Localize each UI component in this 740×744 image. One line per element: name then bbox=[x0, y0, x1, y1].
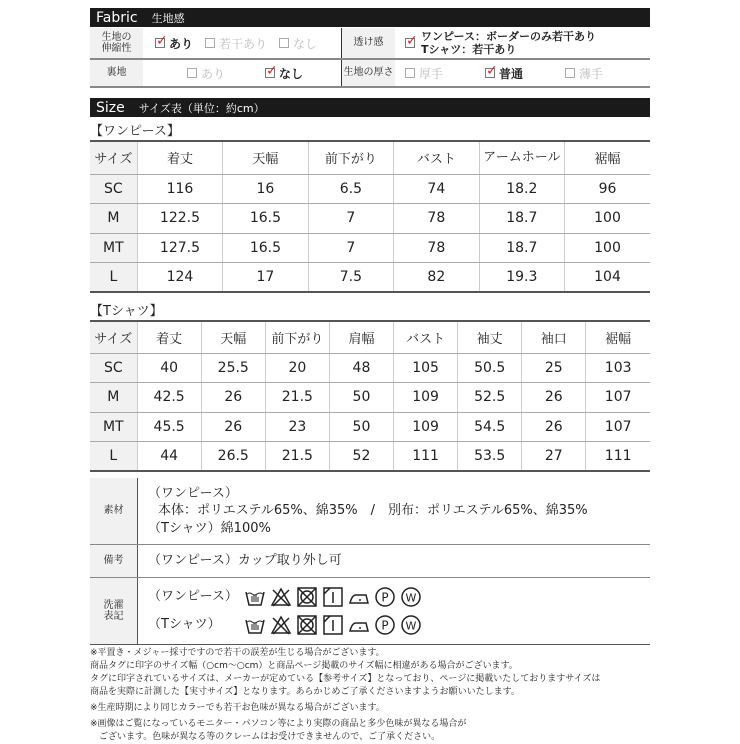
material-section bbox=[90, 478, 650, 545]
note-line: 商品を実際に計測した【実寸サイズ】となります。あらかじめご了承くださいますようお願いいたします。 bbox=[90, 687, 520, 698]
thickness-label: 生地の厚さ bbox=[342, 60, 395, 86]
table-cell: 78 bbox=[394, 204, 479, 234]
washing-body bbox=[137, 578, 422, 644]
sheer-line-1: ワンピース：ボーダーのみ若干あり bbox=[421, 29, 597, 43]
table-cell: 7 bbox=[308, 204, 393, 234]
table-cell: 6.5 bbox=[308, 174, 393, 204]
fabric-title: Fabric bbox=[96, 9, 138, 26]
washing-label: 洗濯表記 bbox=[90, 578, 137, 644]
notes bbox=[90, 647, 690, 744]
size-label: M bbox=[90, 383, 137, 413]
column-header: 袖丈 bbox=[458, 321, 522, 353]
column-header: 天幅 bbox=[223, 141, 308, 174]
size-header bbox=[90, 98, 650, 117]
thickness-option-normal[interactable] bbox=[485, 65, 523, 82]
table-cell: 107 bbox=[586, 383, 650, 413]
checkbox-icon bbox=[405, 68, 415, 78]
material-line: 本体：ポリエステル65%、綿35% / 別布：ポリエステル65%、綿35% bbox=[158, 503, 588, 519]
professional-dry-clean-p-icon bbox=[374, 586, 396, 608]
table-row bbox=[90, 233, 650, 263]
table-cell: 116 bbox=[137, 174, 222, 204]
table-cell: 21.5 bbox=[265, 383, 329, 413]
onepiece-size-table bbox=[90, 140, 650, 293]
table-cell: 127.5 bbox=[137, 233, 222, 263]
column-header: 着丈 bbox=[137, 141, 222, 174]
svg-text:W: W bbox=[405, 591, 417, 605]
table-cell: 96 bbox=[565, 174, 650, 204]
table-row bbox=[90, 263, 650, 293]
note-line: 商品タグに印字のサイズ幅（○cm～○cm）と商品ページ掲載のサイズ幅に相違がある場合がございます。 bbox=[90, 661, 518, 672]
table-cell: 25 bbox=[522, 353, 586, 383]
care-row-label: （ワンピース） bbox=[148, 589, 238, 605]
note-line: ※平置き・メジャー採寸ですので若干の誤差が生じる場合がございます。 bbox=[90, 648, 385, 658]
table-cell: 100 bbox=[565, 204, 650, 234]
table-cell: 23 bbox=[265, 412, 329, 442]
fabric-row-2 bbox=[90, 60, 650, 88]
line-dry-shade-icon bbox=[322, 586, 344, 608]
option-text: 普通 bbox=[499, 66, 524, 81]
table-cell: 16 bbox=[223, 174, 308, 204]
checkbox-icon bbox=[279, 38, 289, 48]
hand-wash-icon bbox=[244, 586, 266, 608]
column-header: サイズ bbox=[90, 321, 137, 353]
table-cell: 74 bbox=[394, 174, 479, 204]
material-line: （Tシャツ）綿100% bbox=[148, 520, 271, 536]
table-cell: 109 bbox=[394, 383, 458, 413]
option-text: 薄手 bbox=[579, 66, 604, 81]
svg-text:W: W bbox=[405, 619, 417, 633]
size-subtitle: サイズ表（単位：約cm） bbox=[138, 101, 265, 115]
size-label: L bbox=[90, 263, 137, 293]
care-row-label: （Tシャツ） bbox=[148, 617, 221, 633]
table-cell: 18.7 bbox=[479, 204, 564, 234]
no-bleach-icon bbox=[270, 586, 292, 608]
table-cell: 50.5 bbox=[458, 353, 522, 383]
lining-label: 裏地 bbox=[90, 60, 143, 86]
svg-text:P: P bbox=[381, 590, 389, 605]
size-label: SC bbox=[90, 353, 137, 383]
checkbox-icon bbox=[565, 68, 575, 78]
table-cell: 103 bbox=[586, 353, 650, 383]
table-cell: 16.5 bbox=[223, 204, 308, 234]
table-cell: 109 bbox=[394, 412, 458, 442]
thickness-option-thin[interactable] bbox=[565, 65, 603, 82]
remarks-text: （ワンピース）カップ取り外し可 bbox=[137, 545, 342, 577]
table-cell: 16.5 bbox=[223, 233, 308, 263]
thickness-option-thick[interactable] bbox=[405, 65, 443, 82]
material-body bbox=[137, 478, 588, 544]
option-text: 若干あり bbox=[219, 36, 268, 51]
no-tumble-dry-icon bbox=[296, 586, 318, 608]
size-title: Size bbox=[96, 99, 125, 116]
table-cell: 26.5 bbox=[201, 442, 265, 472]
table-cell: 111 bbox=[394, 442, 458, 472]
table-cell: 122.5 bbox=[137, 204, 222, 234]
stretch-option-yes[interactable] bbox=[155, 35, 193, 52]
table-header-row bbox=[90, 321, 650, 353]
size-label: MT bbox=[90, 233, 137, 263]
option-text: あり bbox=[169, 36, 194, 51]
stretch-options bbox=[143, 28, 342, 58]
remarks-section bbox=[90, 545, 650, 578]
tshirt-size-table bbox=[90, 320, 650, 472]
table-row bbox=[90, 383, 650, 413]
table-cell: 52 bbox=[329, 442, 393, 472]
table-cell: 7.5 bbox=[308, 263, 393, 293]
lining-option-no[interactable] bbox=[265, 65, 303, 82]
professional-wet-clean-w-icon bbox=[400, 614, 422, 636]
table-cell: 42.5 bbox=[137, 383, 201, 413]
table-cell: 27 bbox=[522, 442, 586, 472]
fabric-header bbox=[90, 8, 650, 27]
professional-wet-clean-w-icon bbox=[400, 586, 422, 608]
table-cell: 107 bbox=[586, 412, 650, 442]
sheer-line-2: Tシャツ：若干あり bbox=[421, 43, 517, 56]
option-text: なし bbox=[293, 36, 318, 51]
table-cell: 7 bbox=[308, 233, 393, 263]
professional-dry-clean-p-icon bbox=[374, 614, 396, 636]
checkbox-checked-icon bbox=[265, 68, 275, 78]
table-header-row bbox=[90, 141, 650, 174]
washing-section bbox=[90, 578, 650, 645]
column-header: バスト bbox=[394, 141, 479, 174]
column-header: 前下がり bbox=[265, 321, 329, 353]
column-header: 裾幅 bbox=[565, 141, 650, 174]
table-cell: 53.5 bbox=[458, 442, 522, 472]
table-cell: 26 bbox=[201, 383, 265, 413]
no-tumble-dry-icon bbox=[296, 614, 318, 636]
checkbox-checked-icon bbox=[155, 38, 165, 48]
sheer-value bbox=[395, 28, 650, 58]
table-cell: 100 bbox=[565, 233, 650, 263]
table-cell: 26 bbox=[201, 412, 265, 442]
table-cell: 20 bbox=[265, 353, 329, 383]
table-cell: 78 bbox=[394, 233, 479, 263]
size-label: L bbox=[90, 442, 137, 472]
lining-options bbox=[143, 60, 342, 86]
material-line: （ワンピース） bbox=[148, 485, 238, 501]
no-bleach-icon bbox=[270, 614, 292, 636]
size-label: M bbox=[90, 204, 137, 234]
table-cell: 17 bbox=[223, 263, 308, 293]
table-cell: 26 bbox=[522, 412, 586, 442]
checkbox-checked-icon bbox=[485, 68, 495, 78]
table-cell: 19.3 bbox=[479, 263, 564, 293]
table-cell: 52.5 bbox=[458, 383, 522, 413]
table-row bbox=[90, 204, 650, 234]
column-header: アームホール bbox=[479, 141, 564, 174]
table-cell: 124 bbox=[137, 263, 222, 293]
column-header: 裾幅 bbox=[586, 321, 650, 353]
iron-low-icon bbox=[348, 586, 370, 608]
iron-low-icon bbox=[348, 614, 370, 636]
thickness-options bbox=[395, 60, 650, 86]
table-cell: 25.5 bbox=[201, 353, 265, 383]
table-cell: 82 bbox=[394, 263, 479, 293]
table-cell: 111 bbox=[586, 442, 650, 472]
care-row-onepiece bbox=[148, 583, 422, 611]
stretch-option-no[interactable] bbox=[279, 35, 317, 52]
note-line: ※生産時期により同じカラーでも若干お色味が異なる場合がございます。 bbox=[90, 703, 385, 714]
note-line: タグに印字されているサイズは、メーカーが定めている【参考サイズ】となっており、ページに掲載いたしておりますサイズは bbox=[90, 674, 601, 685]
size-label: MT bbox=[90, 412, 137, 442]
column-header: 天幅 bbox=[201, 321, 265, 353]
table-row bbox=[90, 412, 650, 442]
table-cell: 45.5 bbox=[137, 412, 201, 442]
column-header: 袖口 bbox=[522, 321, 586, 353]
fabric-subtitle: 生地感 bbox=[151, 11, 185, 25]
table-cell: 54.5 bbox=[458, 412, 522, 442]
table-row bbox=[90, 442, 650, 472]
table-cell: 18.7 bbox=[479, 233, 564, 263]
line-dry-shade-icon bbox=[322, 614, 344, 636]
table-cell: 44 bbox=[137, 442, 201, 472]
column-header: バスト bbox=[394, 321, 458, 353]
table-cell: 50 bbox=[329, 412, 393, 442]
table-cell: 104 bbox=[565, 263, 650, 293]
checkbox-icon bbox=[205, 38, 215, 48]
care-row-tshirt bbox=[148, 611, 422, 639]
onepiece-heading: 【ワンピース】 bbox=[90, 124, 180, 139]
column-header: 肩幅 bbox=[329, 321, 393, 353]
table-cell: 18.2 bbox=[479, 174, 564, 204]
checkbox-checked-icon bbox=[405, 38, 415, 48]
note-line: ございます。色味が異なる等のクレームはお受けできませんので、ご了承ください。 bbox=[90, 732, 441, 743]
table-cell: 50 bbox=[329, 383, 393, 413]
tshirt-heading: 【Tシャツ】 bbox=[90, 304, 163, 319]
table-row bbox=[90, 174, 650, 204]
svg-text:P: P bbox=[381, 618, 389, 633]
option-text: あり bbox=[201, 66, 226, 81]
table-cell: 21.5 bbox=[265, 442, 329, 472]
option-text: なし bbox=[279, 66, 304, 81]
note-line: ※画像はご覧になっているモニター・パソコン等により実際の商品と多少色味が異なる場合が bbox=[90, 719, 467, 730]
table-cell: 105 bbox=[394, 353, 458, 383]
table-row bbox=[90, 353, 650, 383]
checkbox-icon bbox=[187, 68, 197, 78]
stretch-option-slight[interactable] bbox=[205, 35, 267, 52]
lining-option-yes[interactable] bbox=[187, 65, 225, 82]
remarks-label: 備考 bbox=[90, 545, 137, 577]
size-label: SC bbox=[90, 174, 137, 204]
option-text: 厚手 bbox=[419, 66, 444, 81]
sheer-label: 透け感 bbox=[342, 28, 395, 58]
hand-wash-icon bbox=[244, 614, 266, 636]
table-cell: 26 bbox=[522, 383, 586, 413]
table-cell: 48 bbox=[329, 353, 393, 383]
stretch-label: 生地の伸縮性 bbox=[90, 28, 143, 58]
fabric-row-1 bbox=[90, 28, 650, 60]
column-header: 着丈 bbox=[137, 321, 201, 353]
material-label: 素材 bbox=[90, 478, 137, 544]
table-cell: 40 bbox=[137, 353, 201, 383]
column-header: サイズ bbox=[90, 141, 137, 174]
column-header: 前下がり bbox=[308, 141, 393, 174]
